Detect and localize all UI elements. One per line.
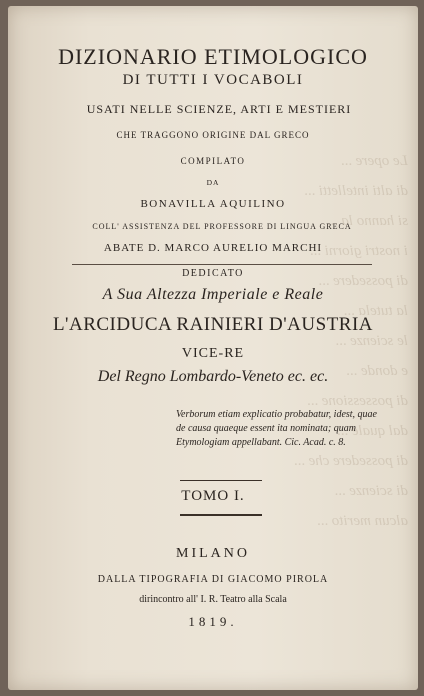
scope-line: USATI NELLE SCIENZE, ARTI E MESTIERI — [86, 102, 352, 116]
epigraph-line: Etymologiam appellabant. Cic. Acad. c. 8. — [176, 437, 346, 448]
divider-rule — [72, 264, 372, 265]
compilato-label: COMPILATO — [180, 156, 246, 166]
bleed-through-text: Le opere ... di alti intelletti ... si hanno la ... i nostri giorni ... di possedere ... la tutela ... le scienze ... e donde ... di possessione ... dal quale ... di possedere che ... di scienze ... alcun merito ... — [293, 153, 408, 529]
dedicatee-name: L'ARCIDUCA RAINIERI D'AUSTRIA — [52, 314, 374, 335]
printer: DALLA TIPOGRAFIA DI GIACOMO PIROLA — [97, 574, 329, 585]
volume-label: TOMO I. — [181, 488, 245, 504]
kingdom-line: Del Regno Lombardo-Veneto ec. ec. — [97, 368, 329, 385]
author-name: BONAVILLA AQUILINO — [140, 198, 286, 210]
epigraph-line: de causa quaeque essent ita nominata; quam — [176, 423, 356, 434]
coauthor-name: ABATE D. MARCO AURELIO MARCHI — [103, 242, 323, 254]
volume-rule-top — [180, 480, 262, 481]
dedicatee-role: VICE-RE — [181, 346, 245, 361]
dedication-line: A Sua Altezza Imperiale e Reale — [102, 286, 324, 303]
assistance-line: COLL' ASSISTENZA DEL PROFESSORE DI LINGUA GRECA — [92, 222, 352, 231]
origin-line: CHE TRAGGONO ORIGINE DAL GRECO — [116, 130, 310, 140]
epigraph-line: Verborum etiam explicatio probabatur, idest, quae — [176, 409, 377, 420]
book-title: DIZIONARIO ETIMOLOGICO — [58, 44, 368, 69]
city: MILANO — [176, 546, 250, 561]
printer-address: dirincontro all' I. R. Teatro alla Scala — [139, 594, 287, 605]
title-page — [8, 6, 418, 690]
epigraph — [176, 408, 396, 450]
volume-rule-bottom — [180, 514, 262, 516]
book-subtitle: DI TUTTI I VOCABOLI — [122, 72, 304, 88]
year: 1819. — [188, 614, 238, 629]
dedicato-label: DEDICATO — [182, 268, 244, 279]
da-label: DA — [206, 178, 220, 187]
